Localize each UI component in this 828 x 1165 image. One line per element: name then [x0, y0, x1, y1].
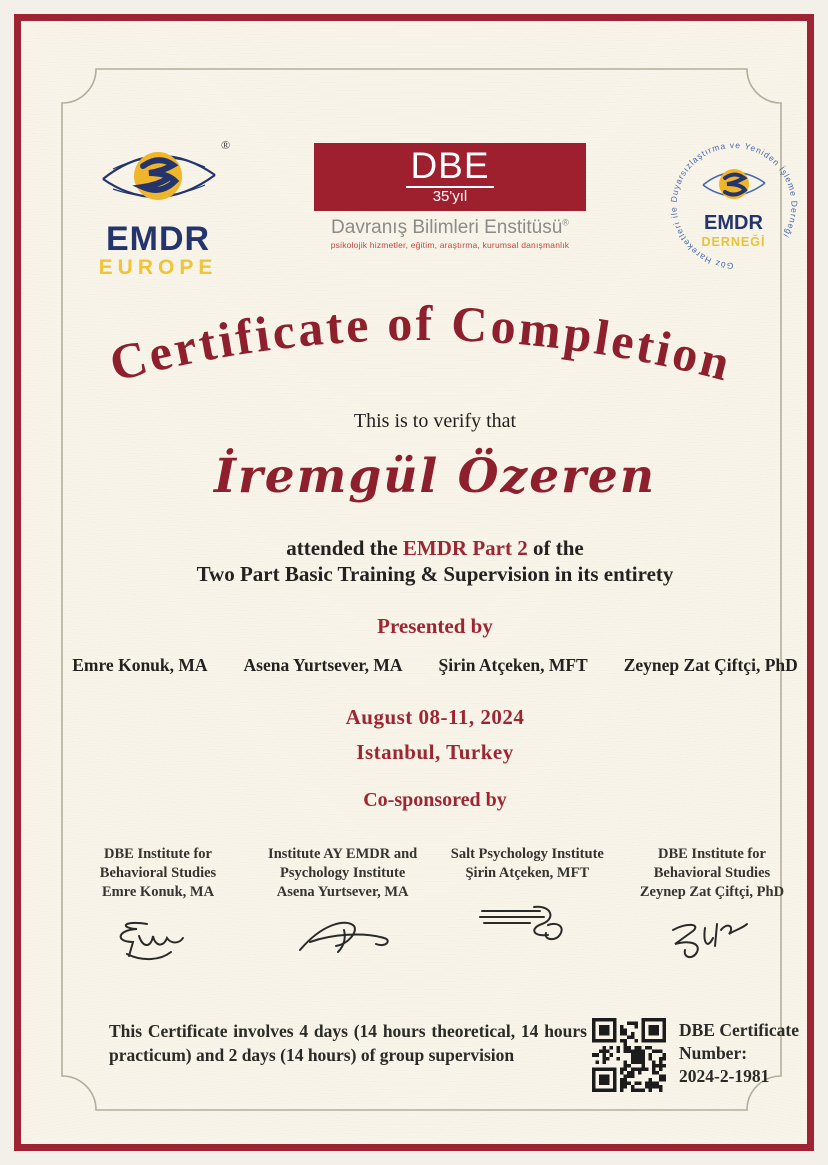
certificate-number-block — [679, 1019, 809, 1088]
certificate-number-value: 2024-2-1981 — [679, 1066, 770, 1086]
cosponsor-line: Salt Psychology Institute — [450, 846, 604, 862]
dbe-logo-anniversary: 35'yıl — [432, 188, 468, 205]
attended-prefix: attended the — [286, 536, 403, 560]
certificate-frame — [14, 14, 814, 1151]
certificate-title-arc — [7, 292, 828, 412]
dbe-logo-title: DBE — [406, 146, 493, 188]
certificate-paper — [21, 21, 807, 1144]
presenter-name: Emre Konuk, MA — [72, 655, 208, 675]
attended-course: EMDR Part 2 — [402, 536, 528, 560]
emdr-dernegi-logo — [661, 133, 806, 278]
svg-text:Göz Hareketleri ile Duyarsızla — [668, 140, 799, 271]
cosponsored-heading: Co-sponsored by — [363, 789, 507, 811]
dbe-tagline: psikolojik hizmetler, eğitim, araştırma, kurumsal danışmanlık — [330, 240, 570, 250]
signature — [472, 897, 582, 945]
certificate-number-label: DBE Certificate — [679, 1020, 800, 1040]
presenter-name: Zeynep Zat Çiftçi, PhD — [623, 655, 798, 675]
signature — [657, 916, 767, 964]
cosponsor-line: Behavioral Studies — [653, 865, 771, 881]
cosponsor-columns — [69, 845, 801, 969]
recipient-name: İremgül Özeren — [213, 449, 656, 504]
cosponsor-line: Zeynep Zat Çiftçi, PhD — [639, 884, 785, 900]
verify-line: This is to verify that — [353, 410, 517, 432]
event-date: August 08-11, 2024 — [345, 705, 525, 729]
cosponsor-line: Psychology Institute — [280, 865, 406, 881]
cosponsor-line: DBE Institute for — [657, 846, 766, 862]
dbe-registered-mark: ® — [562, 217, 569, 228]
certificate-number-label: Number: — [679, 1043, 748, 1063]
dbe-logo — [314, 143, 586, 211]
dernegi-eye-icon — [703, 169, 765, 199]
cosponsor-line: Asena Yurtsever, MA — [276, 884, 409, 900]
signature — [103, 916, 213, 964]
svg-text:®: ® — [221, 138, 231, 152]
dernegi-subword: DERNEĞİ — [701, 235, 766, 249]
svg-text:Certificate of Completion — [104, 295, 738, 392]
dbe-institute-name — [314, 217, 586, 239]
cosponsor-line: Emre Konuk, MA — [101, 884, 215, 900]
presented-by-heading: Presented by — [377, 614, 493, 638]
emdr-europe-word: EMDR — [105, 220, 211, 258]
emdr-europe-logo — [83, 133, 233, 280]
footer-description: This Certificate involves 4 days (14 hours theoretical, 14 hours practicum) and 2 days (14 hours) of group supervision — [109, 1021, 587, 1065]
emdr-europe-eye-icon — [83, 133, 233, 217]
cosponsor-column — [69, 845, 247, 969]
signature — [288, 916, 398, 964]
qr-code — [592, 1018, 666, 1092]
dernegi-circle-text: Göz Hareketleri ile Duyarsızlaştırma ve Yeniden İşleme Derneği — [668, 139, 800, 272]
cosponsor-column — [438, 845, 616, 969]
cosponsor-line: DBE Institute for — [104, 846, 212, 862]
cosponsor-line: Şirin Atçeken, MFT — [465, 865, 590, 881]
attended-line-1 — [21, 536, 828, 561]
cosponsor-line: Behavioral Studies — [99, 865, 217, 881]
presenter-name: Şirin Atçeken, MFT — [438, 655, 588, 675]
cosponsor-line: Institute AY EMDR and — [268, 846, 418, 862]
presenters-row — [21, 655, 828, 676]
emdr-europe-subword: EUROPE — [98, 256, 218, 279]
dbe-name-text: Davranış Bilimleri Enstitüsü — [331, 217, 563, 238]
attended-line-2: Two Part Basic Training & Supervision in its entirety — [196, 562, 674, 586]
attended-suffix: of the — [527, 536, 584, 560]
page-title: Certificate of Completion — [103, 294, 739, 392]
event-location: Istanbul, Turkey — [356, 740, 514, 764]
dernegi-word: EMDR — [704, 212, 763, 234]
cosponsor-column — [623, 845, 801, 969]
cosponsor-column — [254, 845, 432, 969]
presenter-name: Asena Yurtsever, MA — [243, 655, 403, 675]
